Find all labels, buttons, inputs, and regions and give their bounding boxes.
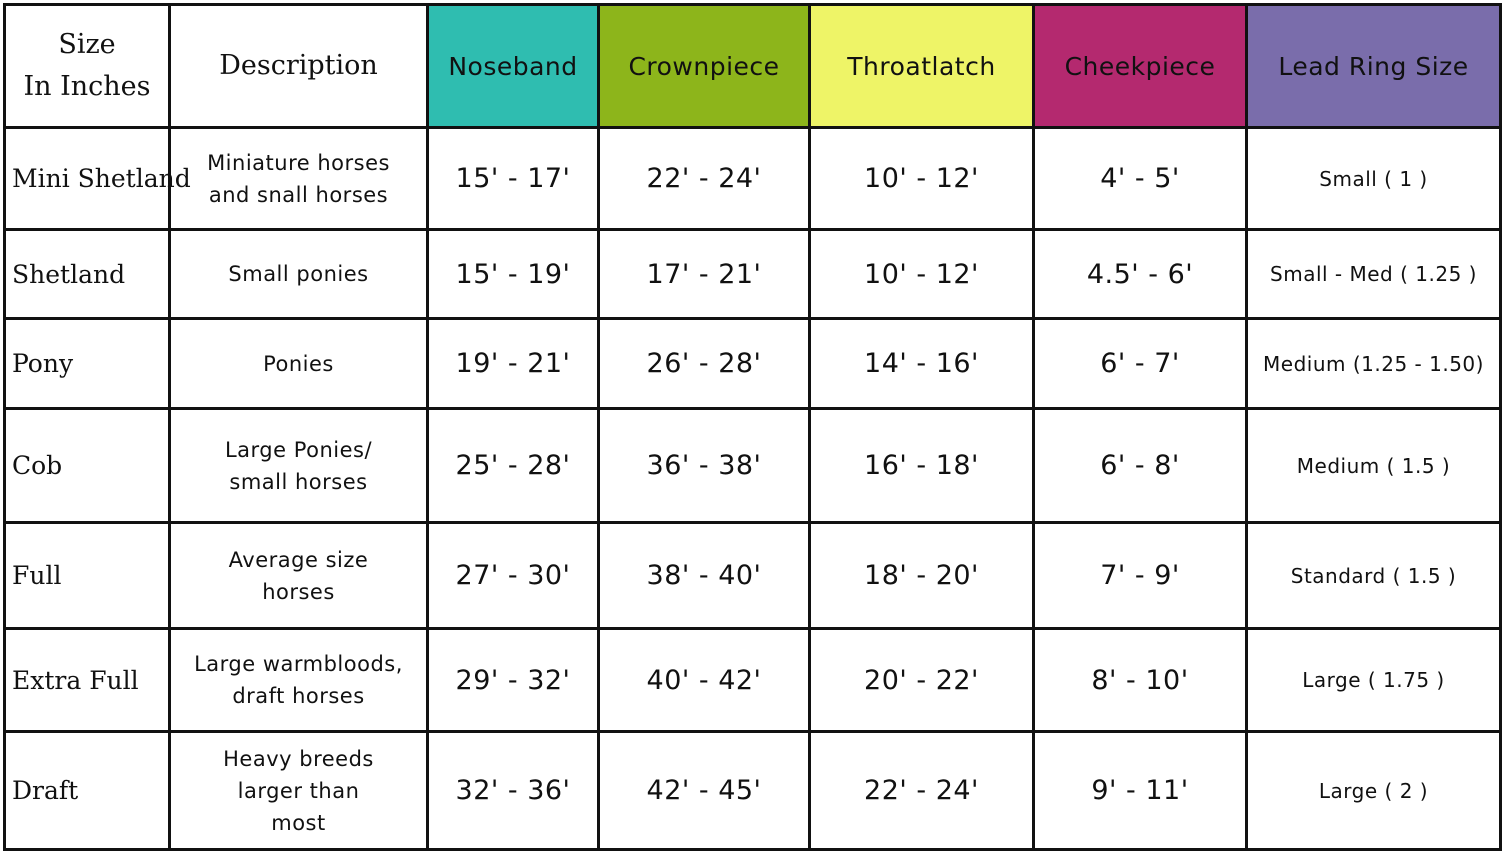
throatlatch-cell: 10' - 12': [810, 230, 1034, 319]
cheekpiece-cell: 6' - 8': [1034, 409, 1247, 523]
table-row: [5, 230, 1501, 319]
header-noseband: Noseband: [428, 5, 599, 128]
cheekpiece-cell: 8' - 10': [1034, 629, 1247, 732]
size-cell: Cob: [5, 409, 170, 523]
crownpiece-cell: 40' - 42': [599, 629, 810, 732]
description-cell: Average size horses: [170, 523, 428, 629]
table-row: [5, 732, 1501, 850]
description-cell: Heavy breeds larger than most: [170, 732, 428, 850]
description-cell: Ponies: [170, 319, 428, 409]
throatlatch-cell: 20' - 22': [810, 629, 1034, 732]
header-crownpiece: Crownpiece: [599, 5, 810, 128]
size-cell: Mini Shetland: [5, 128, 170, 230]
lead-ring-cell: Medium (1.25 - 1.50): [1247, 319, 1501, 409]
throatlatch-cell: 14' - 16': [810, 319, 1034, 409]
lead-ring-cell: Medium ( 1.5 ): [1247, 409, 1501, 523]
cheekpiece-cell: 9' - 11': [1034, 732, 1247, 850]
header-size: Size In Inches: [5, 5, 170, 128]
cheekpiece-cell: 4.5' - 6': [1034, 230, 1247, 319]
noseband-cell: 27' - 30': [428, 523, 599, 629]
table-row: [5, 409, 1501, 523]
crownpiece-cell: 26' - 28': [599, 319, 810, 409]
header-throatlatch: Throatlatch: [810, 5, 1034, 128]
table-row: [5, 523, 1501, 629]
description-cell: Small ponies: [170, 230, 428, 319]
lead-ring-cell: Small - Med ( 1.25 ): [1247, 230, 1501, 319]
throatlatch-cell: 22' - 24': [810, 732, 1034, 850]
lead-ring-cell: Standard ( 1.5 ): [1247, 523, 1501, 629]
noseband-cell: 29' - 32': [428, 629, 599, 732]
table-row: [5, 629, 1501, 732]
size-cell: Pony: [5, 319, 170, 409]
header-lead-ring-size: Lead Ring Size: [1247, 5, 1501, 128]
description-cell: Large warmbloods, draft horses: [170, 629, 428, 732]
header-row: [5, 5, 1501, 128]
table-row: [5, 319, 1501, 409]
noseband-cell: 32' - 36': [428, 732, 599, 850]
noseband-cell: 19' - 21': [428, 319, 599, 409]
description-cell: Large Ponies/ small horses: [170, 409, 428, 523]
size-chart-table: [3, 3, 1502, 851]
lead-ring-cell: Small ( 1 ): [1247, 128, 1501, 230]
table-row: [5, 128, 1501, 230]
lead-ring-cell: Large ( 1.75 ): [1247, 629, 1501, 732]
size-cell: Draft: [5, 732, 170, 850]
crownpiece-cell: 38' - 40': [599, 523, 810, 629]
noseband-cell: 15' - 17': [428, 128, 599, 230]
cheekpiece-cell: 6' - 7': [1034, 319, 1247, 409]
header-description: Description: [170, 5, 428, 128]
description-cell: Miniature horses and snall horses: [170, 128, 428, 230]
crownpiece-cell: 36' - 38': [599, 409, 810, 523]
header-cheekpiece: Cheekpiece: [1034, 5, 1247, 128]
noseband-cell: 25' - 28': [428, 409, 599, 523]
size-cell: Extra Full: [5, 629, 170, 732]
lead-ring-cell: Large ( 2 ): [1247, 732, 1501, 850]
crownpiece-cell: 22' - 24': [599, 128, 810, 230]
cheekpiece-cell: 4' - 5': [1034, 128, 1247, 230]
size-cell: Full: [5, 523, 170, 629]
cheekpiece-cell: 7' - 9': [1034, 523, 1247, 629]
throatlatch-cell: 16' - 18': [810, 409, 1034, 523]
crownpiece-cell: 42' - 45': [599, 732, 810, 850]
throatlatch-cell: 18' - 20': [810, 523, 1034, 629]
throatlatch-cell: 10' - 12': [810, 128, 1034, 230]
crownpiece-cell: 17' - 21': [599, 230, 810, 319]
size-cell: Shetland: [5, 230, 170, 319]
noseband-cell: 15' - 19': [428, 230, 599, 319]
